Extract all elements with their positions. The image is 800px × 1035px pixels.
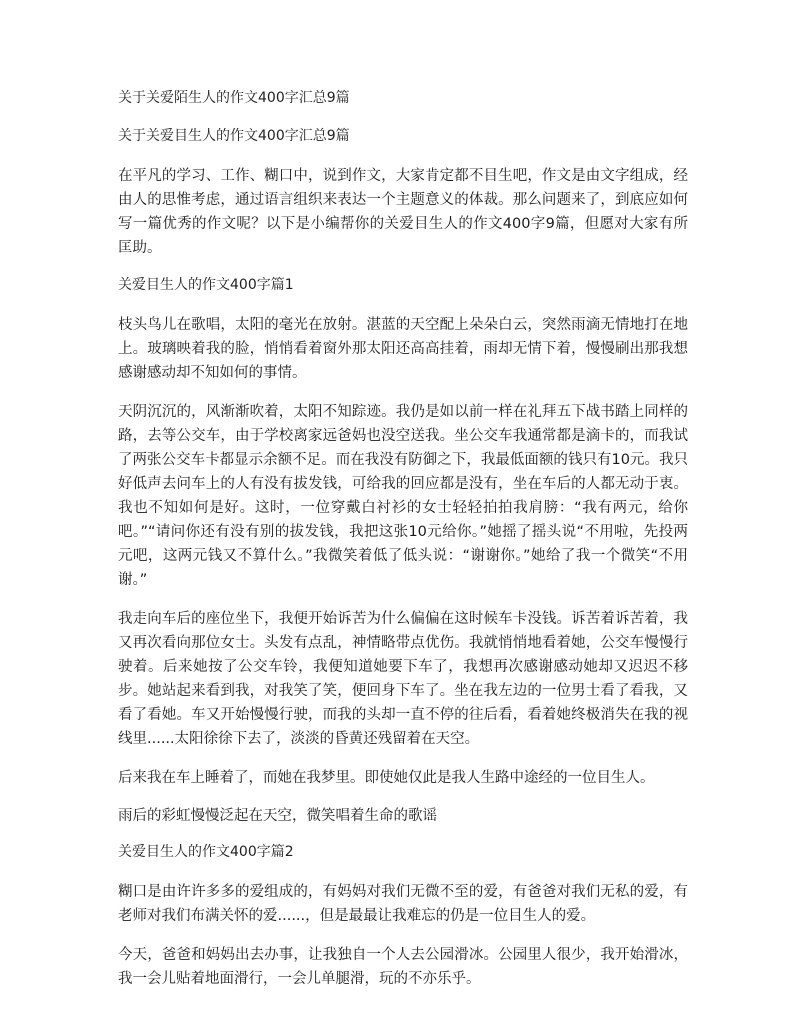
- intro-paragraph: 在平凡的学习、工作、糊口中，说到作文，大家肯定都不目生吧，作文是由文字组成，经由人的思惟考虑，通过语言组织来表达一个主题意义的体裁。那么问题来了，到底应如何写一篇优秀的作文呢？以下是小编帮你的关爱目生人的作文400字9篇，但愿对大家有所匡助。: [118, 168, 688, 256]
- section-1-paragraph: 天阴沉沉的，风渐渐吹着，太阳不知踪迹。我仍是如以前一样在礼拜五下战书踏上同样的路，去等公交车，由于学校离家远爸妈也没空送我。坐公交车我通常都是滴卡的，而我试了两张公交车卡都显示余额不足。而在我没有防御之下，我最低面额的钱只有10元。我只好低声去问车上的人有没有拔发钱，可给我的回应都是没有，坐在车后的人都无动于衷。我也不知如何是好。这时，一位穿戴白衬衫的女士轻轻拍拍我肩膀：“我有两元，给你吧。”“请问你还有没有别的拔发钱，我把这张10元给你。”她摇了摇头说“不用啦，先投两元吧，这两元钱又不算什么。”我微笑着低了低头说：“谢谢你。”她给了我一个微笑“不用谢。”: [118, 404, 688, 588]
- document-title-1: 关于关爱陌生人的作文400字汇总9篇: [118, 90, 350, 106]
- document-title-2: 关于关爱目生人的作文400字汇总9篇: [118, 128, 350, 144]
- section-2-paragraph: 今天，爸爸和妈妈出去办事，让我独自一个人去公园滑冰。公园里人很少，我开始滑冰，我一会儿贴着地面滑行，一会儿单腿滑，玩的不亦乐乎。: [118, 947, 688, 987]
- section-2-heading: 关爱目生人的作文400字篇2: [118, 844, 294, 860]
- section-1-paragraph: 后来我在车上睡着了，而她在我梦里。即使她仅此是我人生路中途经的一位目生人。: [118, 770, 655, 786]
- section-1-heading: 关爱目生人的作文400字篇1: [118, 277, 294, 293]
- section-1-paragraph: 雨后的彩虹慢慢泛起在天空，微笑唱着生命的歌谣: [118, 808, 437, 824]
- section-1-paragraph: 我走向车后的座位坐下，我便开始诉苦为什么偏偏在这时候车卡没钱。诉苦着诉苦着，我又再次看向那位女士。头发有点乱，神情略带点优伤。我就悄悄地看着她，公交车慢慢行驶着。后来她按了公交车铃，我便知道她要下车了，我想再次感谢感动她却又迟迟不移步。她站起来看到我，对我笑了笑，便回身下车了。坐在我左边的一位男士看了看我，又看了看她。车又开始慢慢行驶，而我的头却一直不停的往后看，看着她终极消失在我的视线里......太阳徐徐下去了，淡淡的昏黄还残留着在天空。: [118, 611, 688, 747]
- section-2-paragraph: 糊口是由许许多多的爱组成的，有妈妈对我们无微不至的爱，有爸爸对我们无私的爱，有老师对我们布满关怀的爱......，但是最最让我难忘的仍是一位目生人的爱。: [118, 884, 688, 924]
- section-1-paragraph: 枝头鸟儿在歌唱，太阳的毫光在放射。湛蓝的天空配上朵朵白云，突然雨滴无情地打在地上。玻璃映着我的脸，悄悄看着窗外那太阳还高高挂着，雨却无情下着，慢慢刷出那我想感谢感动却不知如何的事情。: [118, 317, 688, 381]
